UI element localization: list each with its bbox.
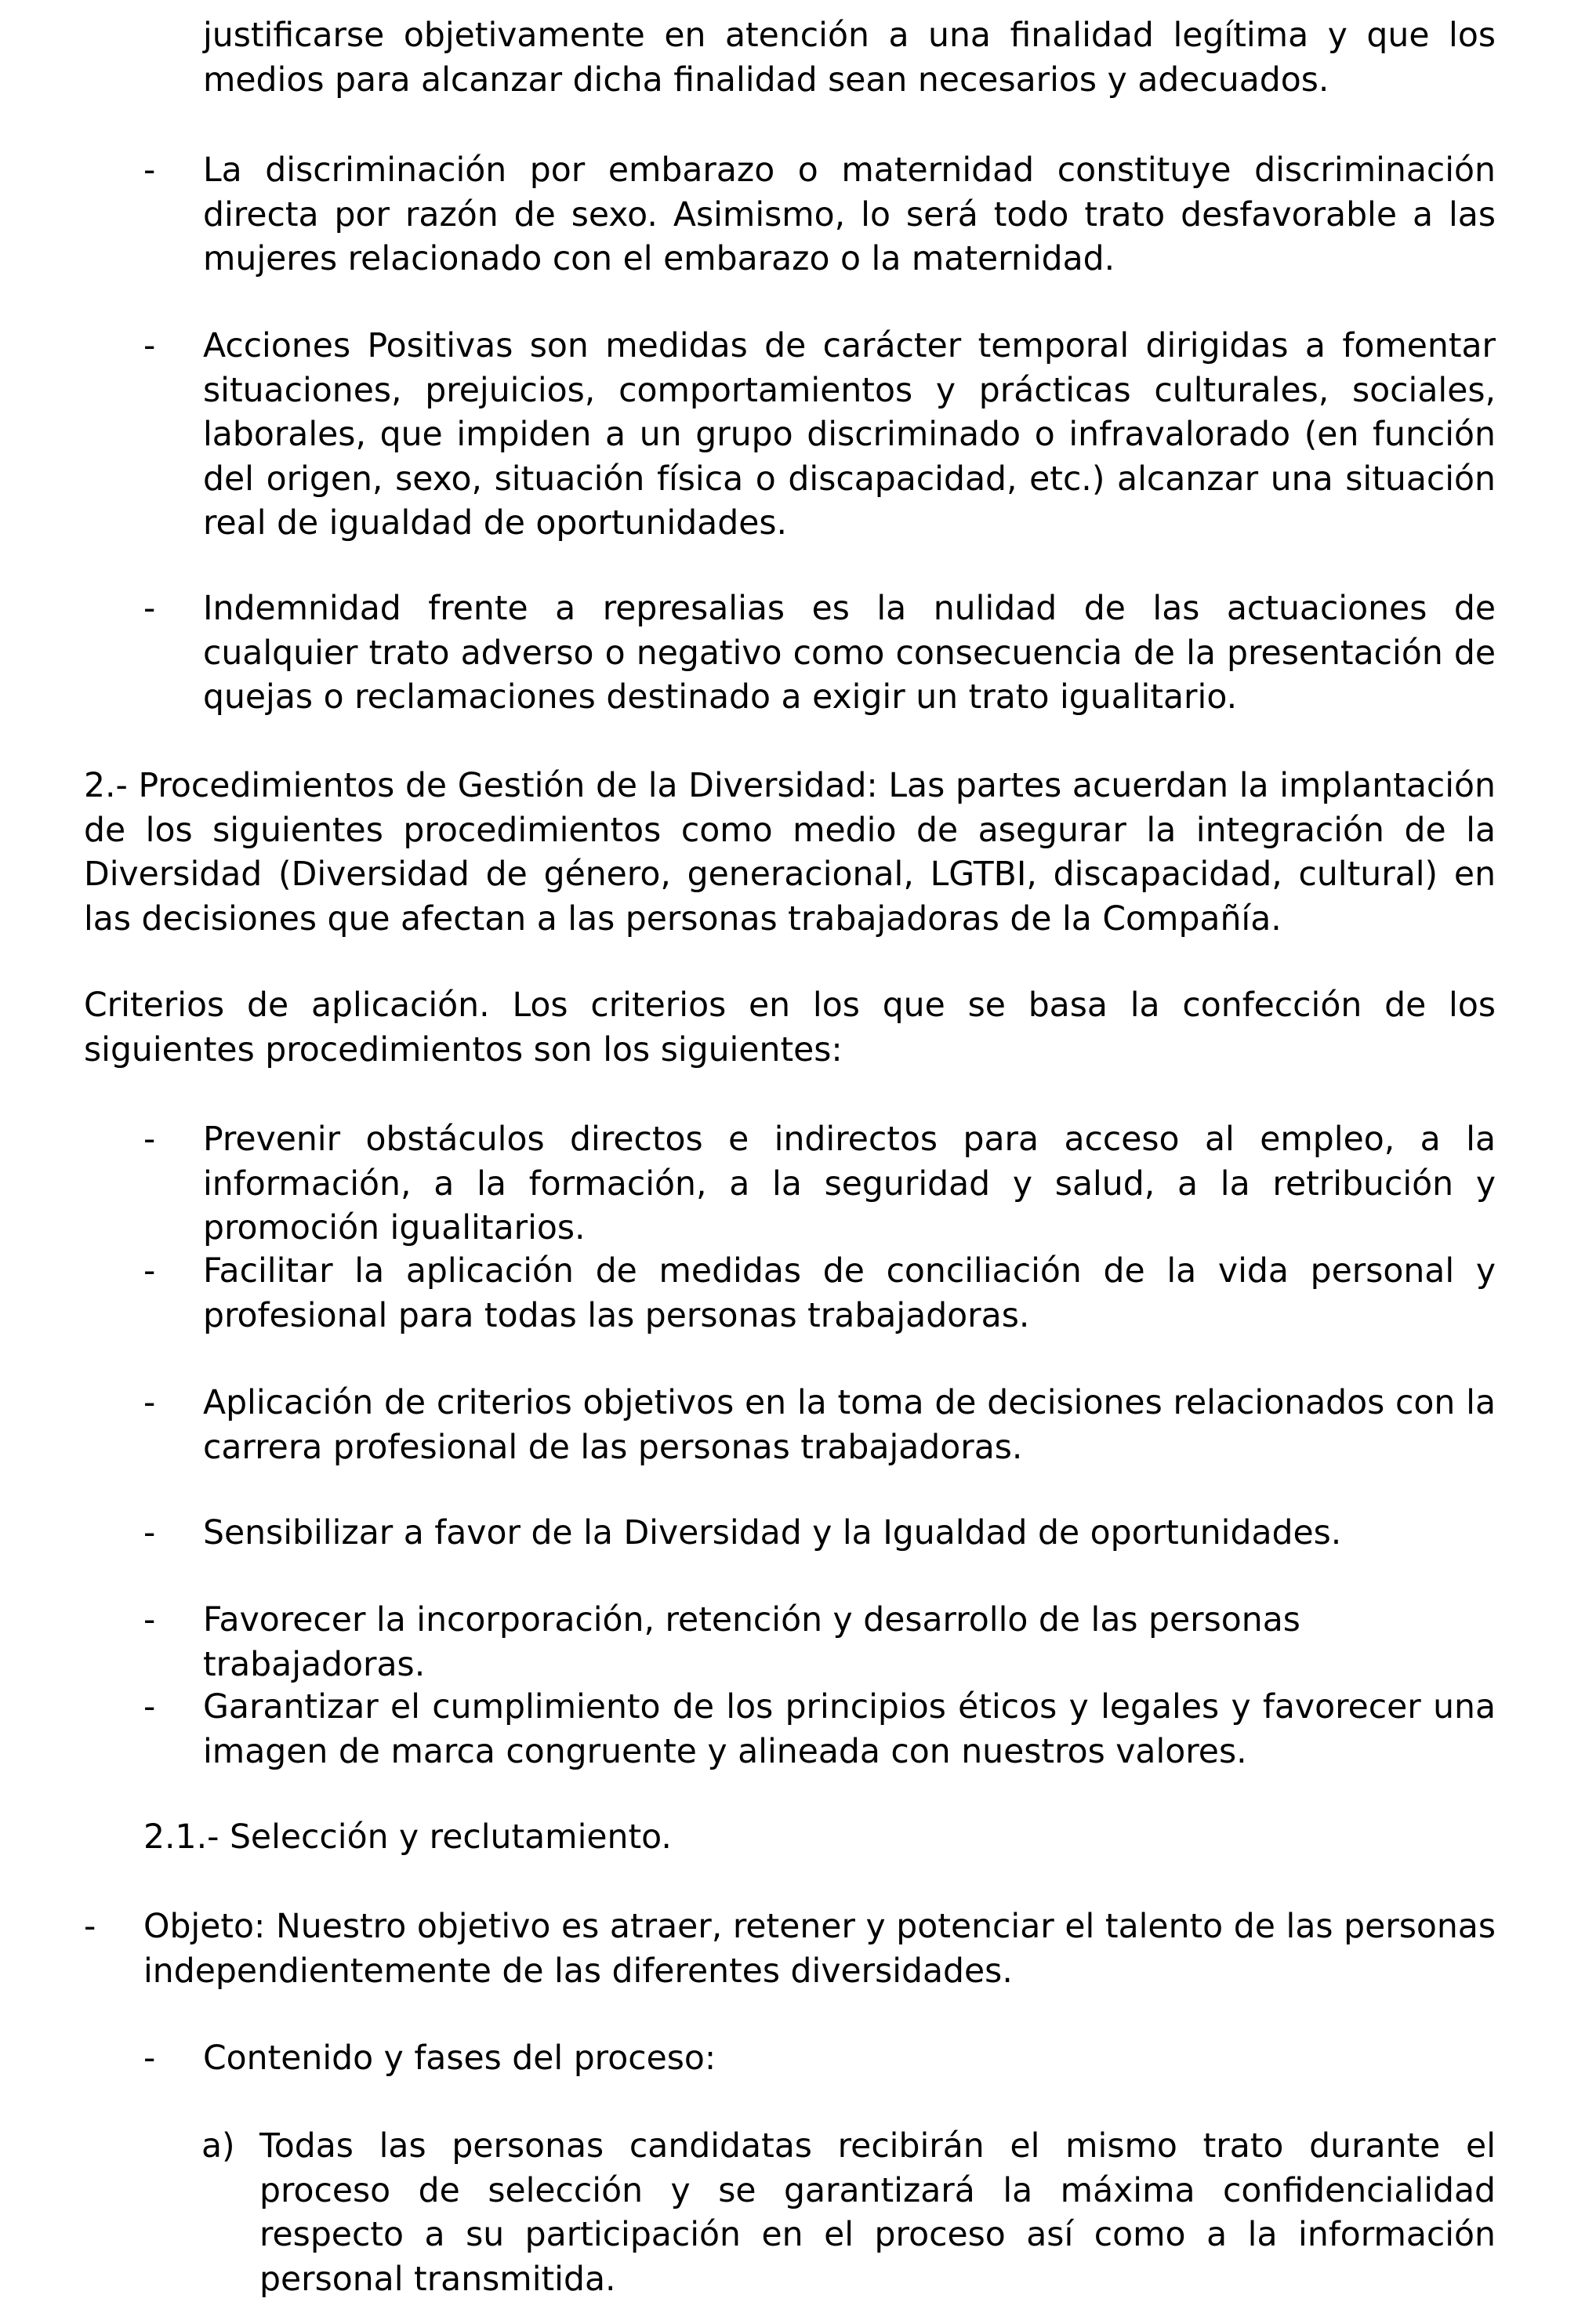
criteria-item: Garantizar el cumplimiento de los principios éticos y legales y favorecer una imagen de marca congruente y alineada con nuestros valores.	[203, 1688, 1496, 1771]
criteria-dash: -	[143, 1252, 156, 1291]
criteria-item: Favorecer la incorporación, retención y desarrollo de las personas trabajadoras.	[203, 1601, 1300, 1684]
contenido-heading: Contenido y fases del proceso:	[203, 2039, 716, 2078]
criteria-item: Sensibilizar a favor de la Diversidad y la Igualdad de oportunidades.	[203, 1514, 1342, 1552]
criteria-dash: -	[143, 1514, 156, 1552]
definition-acciones-positivas: Acciones Positivas son medidas de carácter temporal dirigidas a fomentar situaciones, prejuicios, comportamientos y prácticas culturales, sociales, laborales, que impiden a un grupo discriminado o infravalorado (en función del origen, sexo, situación física o discapacidad, etc.) alcanzar una situación real de igualdad de oportunidades.	[203, 327, 1496, 543]
contenido-dash: -	[143, 2039, 156, 2078]
section-2-paragraph: 2.- Procedimientos de Gestión de la Diversidad: Las partes acuerdan la implantación de los siguientes procedimientos como medio de asegurar la integración de la Diversidad (Diversidad de género, generacional, LGTBI, discapacidad, cultural) en las decisiones que afectan a las personas trabajadoras de la Compañía.	[84, 767, 1496, 939]
criteria-dash: -	[143, 1120, 156, 1159]
criteria-dash: -	[143, 1601, 156, 1639]
subsection-2-1-heading: 2.1.- Selección y reclutamiento.	[143, 1818, 672, 1857]
objeto-paragraph: Objeto: Nuestro objetivo es atraer, retener y potenciar el talento de las personas independientemente de las diferentes diversidades.	[143, 1908, 1496, 1991]
criteria-dash: -	[143, 1688, 156, 1726]
intro-continuation: justificarse objetivamente en atención a una finalidad legítima y que los medios para alcanzar dicha finalidad sean necesarios y adecuados.	[203, 16, 1496, 100]
item-a-marker: a)	[201, 2127, 235, 2166]
definition-dash: -	[143, 151, 156, 190]
definition-dash: -	[143, 327, 156, 365]
objeto-dash: -	[84, 1908, 96, 1946]
criteria-intro: Criterios de aplicación. Los criterios en los que se basa la confección de los siguientes procedimientos son los siguientes:	[84, 986, 1496, 1069]
criteria-item: Facilitar la aplicación de medidas de conciliación de la vida personal y profesional para todas las personas trabajadoras.	[203, 1252, 1496, 1335]
definition-dash: -	[143, 590, 156, 628]
criteria-item: Aplicación de criterios objetivos en la toma de decisiones relacionados con la carrera profesional de las personas trabajadoras.	[203, 1384, 1496, 1467]
definition-indemnidad: Indemnidad frente a represalias es la nulidad de las actuaciones de cualquier trato adverso o negativo como consecuencia de la presentación de quejas o reclamaciones destinado a exigir un trato igualitario.	[203, 590, 1496, 717]
definition-embarazo: La discriminación por embarazo o maternidad constituye discriminación directa por razón de sexo. Asimismo, lo será todo trato desfavorable a las mujeres relacionado con el embarazo o la maternidad.	[203, 151, 1496, 278]
criteria-item: Prevenir obstáculos directos e indirectos para acceso al empleo, a la información, a la formación, a la seguridad y salud, a la retribución y promoción igualitarios.	[203, 1120, 1496, 1247]
item-a-paragraph: Todas las personas candidatas recibirán el mismo trato durante el proceso de selección y se garantizará la máxima confidencialidad respecto a su participación en el proceso así como a la información personal transmitida.	[259, 2127, 1496, 2299]
criteria-dash: -	[143, 1384, 156, 1422]
